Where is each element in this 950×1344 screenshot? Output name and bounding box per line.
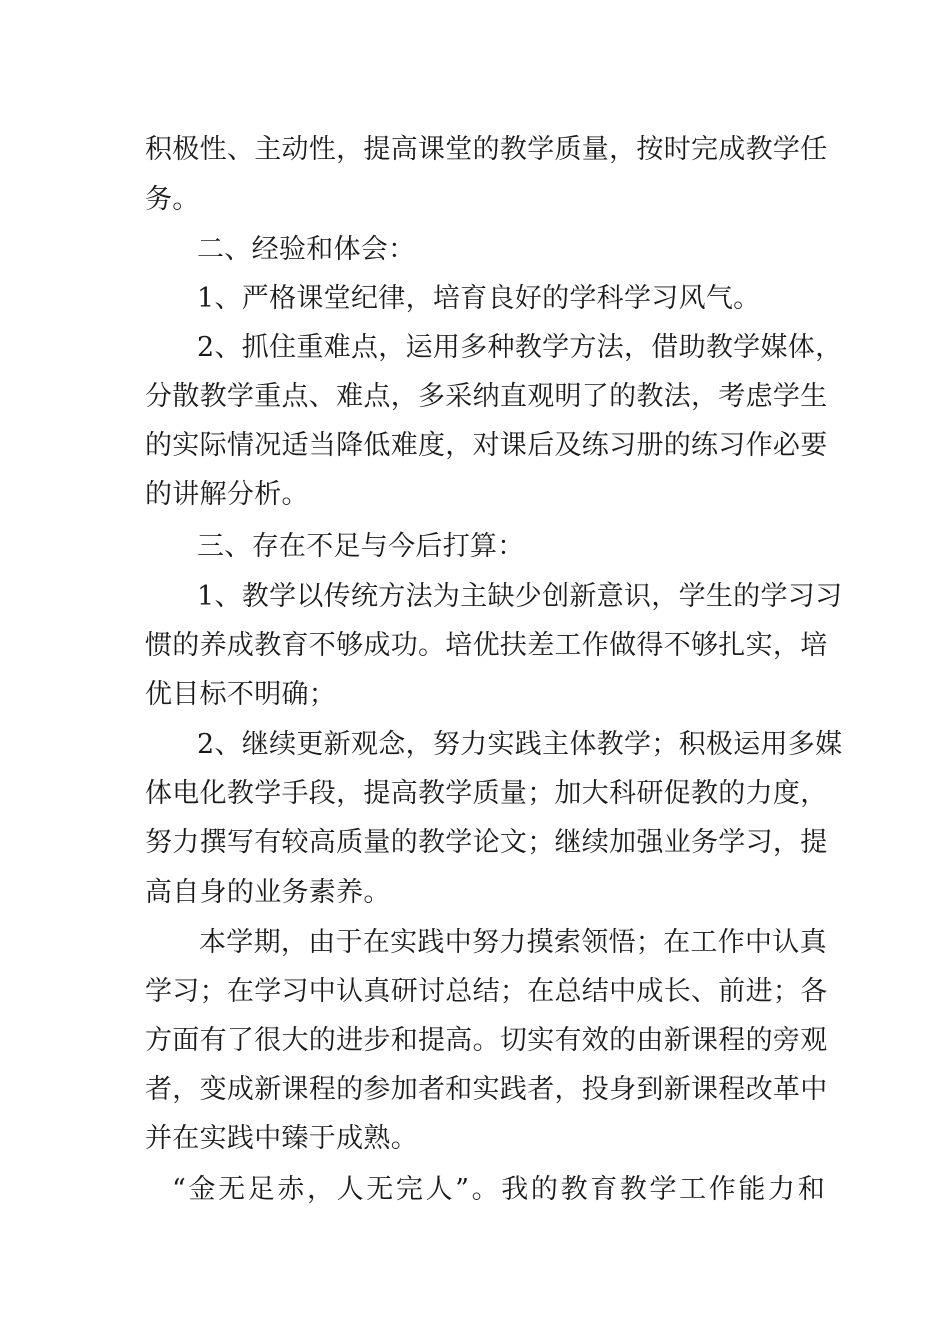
text-line-4: 1、严格课堂纪律，培育良好的学科学习风气。 bbox=[197, 283, 761, 314]
section-heading-2: 二、经验和体会： bbox=[197, 234, 416, 265]
text-line-8: 的讲解分析。 bbox=[145, 479, 309, 510]
text-line-13: 2、继续更新观念，努力实践主体教学；积极运用多媒 bbox=[197, 729, 843, 760]
text-line-14: 体电化教学手段，提高教学质量；加大科研促教的力度， bbox=[145, 778, 828, 809]
text-line-20: 者，变成新课程的参加者和实践者，投身到新课程改革中 bbox=[145, 1074, 828, 1105]
text-line-15: 努力撰写有较高质量的教学论文；继续加强业务学习，提 bbox=[145, 827, 828, 858]
text-line-7: 的实际情况适当降低难度，对课后及练习册的练习作必要 bbox=[145, 430, 828, 461]
text-line-21: 并在实践中臻于成熟。 bbox=[145, 1123, 418, 1154]
text-line-2: 务。 bbox=[145, 184, 200, 215]
text-line-12: 优目标不明确； bbox=[145, 679, 337, 710]
text-line-1: 积极性、主动性，提高课堂的教学质量，按时完成教学任 bbox=[145, 134, 828, 165]
text-line-16: 高自身的业务素养。 bbox=[145, 877, 391, 908]
text-line-5: 2、抓住重难点，运用多种教学方法，借助教学媒体， bbox=[197, 332, 843, 363]
text-line-10: 1、教学以传统方法为主缺少创新意识，学生的学习习 bbox=[197, 581, 843, 612]
text-line-17: 本学期，由于在实践中努力摸索领悟；在工作中认真 bbox=[199, 927, 827, 958]
section-heading-3: 三、存在不足与今后打算： bbox=[197, 531, 525, 562]
text-line-19: 方面有了很大的进步和提高。切实有效的由新课程的旁观 bbox=[145, 1025, 828, 1056]
text-line-11: 惯的养成教育不够成功。培优扶差工作做得不够扎实，培 bbox=[145, 630, 828, 661]
text-line-22: “金无足赤，人无完人”。我的教育教学工作能力和 bbox=[172, 1174, 825, 1205]
text-line-18: 学习；在学习中认真研讨总结；在总结中成长、前进；各 bbox=[145, 976, 828, 1007]
text-line-6: 分散教学重点、难点，多采纳直观明了的教法，考虑学生 bbox=[145, 381, 828, 412]
